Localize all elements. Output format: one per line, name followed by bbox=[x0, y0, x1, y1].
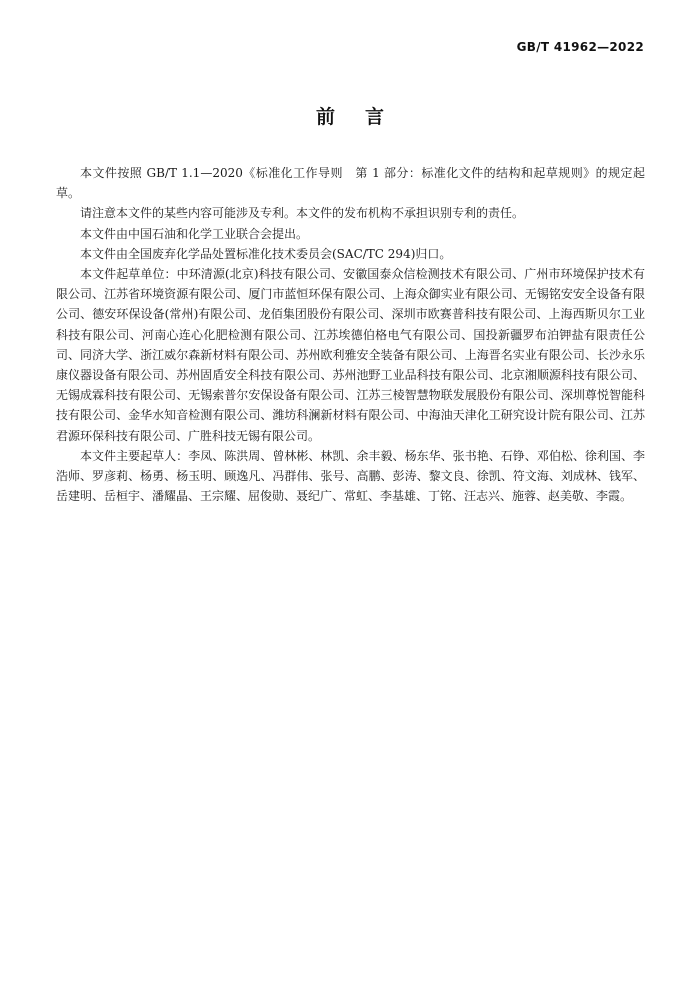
standard-number: GB/T 41962—2022 bbox=[516, 40, 644, 54]
page-title: 前言 bbox=[315, 106, 414, 128]
paragraph-drafting-rules: 本文件按照 GB/T 1.1—2020《标准化工作导则 第 1 部分：标准化文件的结构和起草规则》的规定起草。 bbox=[56, 166, 645, 201]
paragraph-patent-notice: 请注意本文件的某些内容可能涉及专利。本文件的发布机构不承担识别专利的责任。 bbox=[80, 206, 525, 221]
paragraph-drafters: 本文件主要起草人：李凤、陈洪周、曾林彬、林凯、余丰毅、杨东华、张书艳、石铮、邓伯松、徐利国、李浩师、罗彦莉、杨勇、杨玉明、顾逸凡、冯群伟、张号、高鹏、彭涛、黎文良、徐凯、符文海、刘成林、钱军、岳建明、岳桓宇、潘耀晶、王宗耀、屈俊勋、聂纪广、常虹、李基雄、丁铭、汪志兴、施蓉、赵美敬、李霞。 bbox=[56, 448, 645, 504]
paragraph-proposer: 本文件由中国石油和化学工业联合会提出。 bbox=[80, 226, 309, 241]
paragraph-technical-committee: 本文件由全国废弃化学品处置标准化技术委员会(SAC/TC 294)归口。 bbox=[80, 246, 452, 261]
foreword-body bbox=[56, 163, 645, 506]
paragraph-drafting-organizations: 本文件起草单位：中环清源(北京)科技有限公司、安徽国泰众信检测技术有限公司、广州市环境保护技术有限公司、江苏省环境资源有限公司、厦门市蓝恒环保有限公司、上海众御实业有限公司、无锡铭安安全设备有限公司、德安环保设备(常州)有限公司、龙佰集团股份有限公司、深圳市欧赛普科技有限公司、上海西斯贝尔工业科技有限公司、河南心连心化肥检测有限公司、江苏埃德伯格电气有限公司、国投新疆罗布泊钾盐有限责任公司、同济大学、浙江威尔森新材料有限公司、苏州欧利雅安全装备有限公司、上海晋名实业有限公司、长沙永乐康仪器设备有限公司、苏州固盾安全科技有限公司、苏州池野工业品科技有限公司、北京湘顺源科技有限公司、无锡成霖科技有限公司、无锡索普尔安保设备有限公司、江苏三棱智慧物联发展股份有限公司、深圳尊悦智能科技有限公司、金华水知音检测有限公司、潍坊科澜新材料有限公司、中海油天津化工研究设计院有限公司、江苏君源环保科技有限公司、广胜科技无锡有限公司。 bbox=[56, 267, 645, 443]
